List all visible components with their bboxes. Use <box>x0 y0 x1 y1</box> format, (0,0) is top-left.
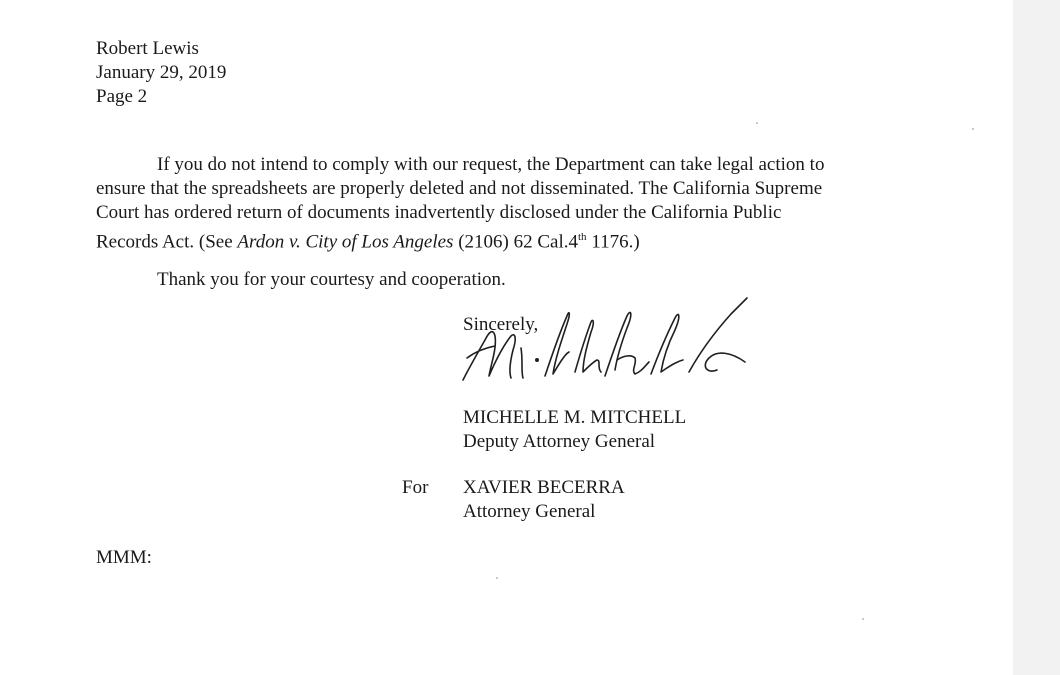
paragraph-line: Court has ordered return of documents inadvertently disclosed under the California Public <box>96 202 782 223</box>
page-margin-strip <box>1013 0 1060 675</box>
citation-prefix: Records Act. (See <box>96 231 238 253</box>
signer-title: Deputy Attorney General <box>463 431 656 452</box>
scan-speck <box>972 128 974 130</box>
signer-name: MICHELLE M. MITCHELL <box>463 407 687 428</box>
author-initials: MMM: <box>96 547 152 568</box>
citation-page: 1176.) <box>586 231 640 253</box>
body-paragraph <box>96 153 896 254</box>
scan-speck <box>496 577 498 579</box>
recipient-name: Robert Lewis <box>96 38 199 59</box>
paragraph-line: If you do not intend to comply with our request, the Department can take legal action to <box>157 154 825 175</box>
salutation: Sincerely, <box>463 314 539 335</box>
principal-name: XAVIER BECERRA <box>463 477 625 498</box>
paragraph-line: ensure that the spreadsheets are properly deleted and not disseminated. The California Supreme <box>96 178 823 199</box>
letter-date: January 29, 2019 <box>96 62 227 83</box>
case-name: Ardon v. City of Los Angeles <box>237 231 454 253</box>
thanks-line: Thank you for your courtesy and cooperation. <box>157 269 506 290</box>
scan-speck <box>756 122 758 124</box>
principal-title: Attorney General <box>463 501 596 522</box>
citation-superscript: th <box>577 231 587 243</box>
for-label: For <box>402 477 429 498</box>
citation-line <box>96 225 896 254</box>
scan-speck <box>862 618 864 620</box>
handwritten-signature <box>455 288 765 388</box>
citation-reporter: (2106) 62 Cal.4 <box>453 231 578 253</box>
page-number: Page 2 <box>96 86 148 107</box>
